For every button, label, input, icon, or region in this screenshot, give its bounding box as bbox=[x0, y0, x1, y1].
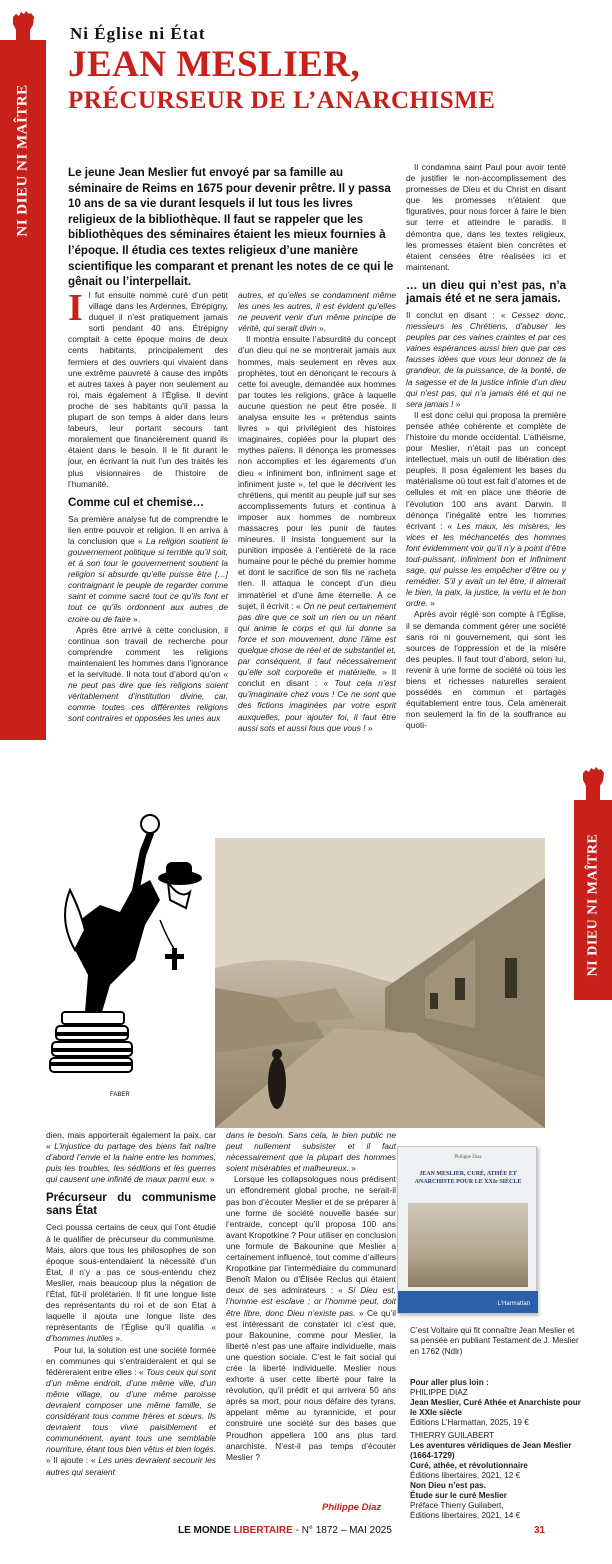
article-column-4 bbox=[46, 1130, 216, 1478]
subheading: … un dieu qui n’est pas, n’a jamais été et ne sera jamais. bbox=[406, 279, 566, 305]
book-title: Les aventures véridiques de Jean Meslier (1664-1729) bbox=[410, 1441, 572, 1460]
text: Sa première analyse fut de comprendre le lien entre pouvoir et religion. Il en arriva à la conclusion que « bbox=[68, 513, 228, 546]
article-column-2 bbox=[238, 290, 396, 734]
text: » bbox=[207, 1174, 215, 1185]
paragraph bbox=[238, 290, 396, 334]
paragraph: Après avoir réglé son compte à l’Église, il se demanda comment gérer une société sans roi ni gouvernement, qui sont les sources de l’oppression et de la misère des peuples. Il faut tout d’abord, selon lui, revenir à une forme de société où tous les biens et richesses naturelles seraient possédés en commun et partagés équitablement entre tous. Cela amènerait non seulement la fin de la souffrance au quoti- bbox=[406, 609, 566, 731]
paragraph bbox=[68, 625, 228, 725]
quote: On ne peut certainement pas dire que ce soit un rien ou un néant qui anime le corps et qui lui donne sa force et son mouvement, donc l’âme est quelque chose de réel et de substantiel et, par conséquent, il faut nécessairement qu’elle soit corporelle et matérielle. bbox=[238, 600, 396, 678]
author-signature: Philippe Diaz bbox=[322, 1502, 382, 1513]
publisher-info: Éditions libertaires, 2021, 12 € bbox=[410, 1471, 521, 1480]
article-column-1 bbox=[68, 287, 229, 724]
drop-cap: I bbox=[68, 287, 83, 329]
cartoon-illustration bbox=[40, 800, 210, 1112]
text: Il conclut en disant : « bbox=[406, 309, 512, 320]
quote: Cessez donc, messieurs les Chrétiens, d’abuser les peuples par ces vaines craintes et par ces vaines espérances aussi bien que par ces fausses idées que vous leur donnez de la grandeur, de la puissance, de la bonté, de la sagesse et de la justice infinie d’un dieu qui n’est pas, qui n’a jamais été et qui ne sera jamais ! bbox=[406, 309, 566, 409]
text: » bbox=[365, 722, 373, 733]
text: Il montra ensuite l’absurdité du concept d’un dieu qui ne se montrerait jamais aux hommes, mais seulement en rêves aux prophètes, tout en dénonçant le recours à cette foi aveugle, demandée aux hommes par toutes les religions, grâce à laquelle aucune question ne peut être posée. Il analysa ensuite les « prétendus saints livres » qui privilégient des histoires imaginaires, copiées pour la plupart des mythes païens. Il dénonça les promesses non accomplies et les égarements d’un dieu « infiniment bon, infiniment sage et infiniment juste », tel que le décrivent les chrétiens, qui mentit au peuple juif sur ses accomplissements futurs et continua à imposer aux hommes de nombreux massacres pour les punir de fautes mineures. Il insista longuement sur la punition imposée à l’entièreté de la race humaine pour le péché du premier homme et dont le sacrifice de son fils ne racheta rien. Il attaqua le concept d’un dieu immatériel et d’une âme éternelle. À ce sujet, il écrivit : « bbox=[238, 334, 396, 611]
further-reading-heading: Pour aller plus loin : bbox=[410, 1378, 489, 1387]
quote: La religion soutient le gouvernement politique si terrible qu’il soit, et à son tour le gouvernement soutient la religion si absurde qu’elle puisse être […] contraignant le peuple de regarder comme saint et comme sacré tout ce qu’ils font et tout ce qu’ils ordonnent aux autres de croire ou de faire bbox=[68, 535, 229, 624]
paragraph bbox=[68, 287, 228, 490]
paragraph bbox=[238, 334, 396, 733]
text: » bbox=[348, 1163, 356, 1174]
side-band-right-label-container bbox=[574, 820, 612, 990]
subheading: Comme cul et chemise… bbox=[68, 496, 205, 509]
publication-name-part: LE MONDE bbox=[178, 1525, 234, 1536]
publication-name-accent: LIBERTAIRE bbox=[233, 1525, 293, 1536]
quote: Tout cela n’est qu’imaginaire chez vous ! Ce ne sont que des fictions imaginées par votre esprit auxquelles, pour ajouter foi, il faut être aussi sots et aussi fous que vous ! bbox=[238, 678, 396, 733]
quote: Les maux, les misères, les vices et les méchancetés des hommes font évidemment voir qu’il n’y a point d’être tout-puissant, infiniment bon et infiniment sage, qui puisse les empêcher d’être ou y remédier. S’il y avait un tel être, il aimerait le bien, la paix, la justice, la vertu et le bon ordre. bbox=[406, 520, 566, 609]
text: Il est donc celui qui proposa la première pensée athée cohérente et complète de l’histoire du monde occidental. L’athéisme, pour Meslier, n’était pas un concept intellectuel, mais un outil de libération des peuples. Il posa également les bases du matérialisme où tout est fait d’atomes et de cellules et mit en place une théorie de l’évolution 100 ans avant Darwin. Il dénonça l’inégalité entre les hommes écrivant : « bbox=[406, 409, 566, 531]
text: » bbox=[453, 398, 461, 409]
text: ». bbox=[316, 323, 326, 334]
article-column-5 bbox=[226, 1130, 396, 1463]
side-band-label-container bbox=[0, 60, 46, 260]
paragraph bbox=[406, 310, 566, 410]
quote: d’hommes inutiles bbox=[46, 1333, 114, 1344]
text: l fut ensuite nommé curé d’un petit village dans les Ardennes, Étrépigny, duquel il n’est pratiquement jamais sorti pendant 40 ans. Étrépigny comptait à cette époque moins de deux cents habitants, principalement des fermiers et des ouvriers qui vivaient dans une extrême pauvreté à cause des impôts et autres taxes à payer non seulement au roi, mais également à l’Église. Il devint proche de ses habitants qu’il passa la plupart de son temps à aider dans leurs labeurs, leur portant secours tant moralement que financièrement quand ils étaient dans le besoin. Il le fit durant le jour, en écrivant la nuit l’un des traités les plus visionnaires de l’histoire de l’humanité. bbox=[68, 290, 228, 489]
cartoon-signature: FABER bbox=[110, 1092, 130, 1098]
page-footer bbox=[0, 1523, 612, 1541]
paragraph bbox=[46, 1345, 216, 1478]
text: Lorsque les collapsologues nous prédisent un effondrement global proche, ne serait-il pas bon d’écouter Meslier et de se préparer à une forme de société nouvelle basée sur l’entraide, concept qu’il proposa 100 ans avant Kropotkine ? Pour utiliser en conclusion une formule de Bakounine que Meslier a certainement influencé, tout comme d’ailleurs Kropotkine par l’intermédiaire du communard Benoît Malon ou d’Élisée Reclus qui étaient deux de ses admirateurs : « bbox=[226, 1174, 396, 1296]
paragraph bbox=[68, 514, 228, 625]
village-street-photo bbox=[215, 838, 545, 1128]
paragraph bbox=[226, 1130, 396, 1174]
page-number: 31 bbox=[534, 1525, 546, 1536]
text: ». bbox=[113, 1333, 123, 1344]
paragraph bbox=[46, 1222, 216, 1344]
text: » Il conclut en disant : « bbox=[238, 667, 396, 689]
text: » bbox=[427, 598, 435, 609]
text: dien, mais apporterait également la paix, car « bbox=[46, 1130, 216, 1152]
publication-name bbox=[178, 1525, 392, 1536]
side-band-right-label: NI DIEU NI MAÎTRE bbox=[585, 833, 600, 977]
text: Après être arrivé à cette conclusion, il continua son travail de recherche pour comprendre comment les religions maintenaient les hommes dans l’ignorance et la servitude. Il nota tout d’abord qu’on « bbox=[68, 624, 228, 679]
text: » Il ajoute : « bbox=[46, 1455, 99, 1466]
side-band-label: NI DIEU NI MAÎTRE bbox=[14, 83, 31, 237]
book-title: JEAN MESLIER, CURÉ, ATHÉE ET ANARCHISTE POUR LE XXIe SIÈCLE bbox=[414, 1171, 522, 1185]
raised-fist-icon bbox=[8, 8, 38, 44]
book-cover-image bbox=[408, 1203, 528, 1287]
page-title: JEAN MESLIER, bbox=[68, 44, 361, 85]
paragraph: Il condamna saint Paul pour avoir tenté de justifier le non-accomplissement des promesses de Dieu et du Christ en disant que les promesses n’étaient que figuratives, pour nous forcer à faire le bien sur terre et atteindre le paradis. Il démontra que, dans les textes religieux, les promesses étaient bien concrètes et étaient censées être réalisées ici et maintenant. bbox=[406, 162, 566, 272]
issue-info: - N° 1872 – MAI 2025 bbox=[292, 1525, 392, 1536]
quote: dans le besoin. Sans cela, le bien public ne peut nullement subsister et il faut nécessairement que la plupart des hommes soient misérables et malheureux. bbox=[226, 1130, 396, 1174]
quote: L’injustice du partage des biens fait naître d’abord l’envie et la haine entre les hommes, puis les troubles, les séditions et les guerres qui causent une infinité de maux parmi eux. bbox=[46, 1141, 216, 1185]
quote: autres, et qu’elles se condamnent même les unes les autres, il est évident qu’elles ne peuvent venir d’un même principe de vérité, qui serait divin bbox=[238, 290, 396, 334]
further-reading bbox=[410, 1378, 585, 1521]
book-title: Non Dieu n’est pas. bbox=[410, 1481, 486, 1490]
raised-fist-icon-right bbox=[578, 764, 608, 800]
quote: Les unes devraient secourir les autres qui seraient bbox=[46, 1455, 216, 1477]
text: » Ce qu’il est intéressant de constater ici c’est que, pour Bakounine, comme pour Meslier, la liberté n’est pas une affaire individuelle, mais une question sociale. C’est le fait social qui crée la liberté individuelle. Meslier nous exhorte à user cette liberté pour faire la révolution, qu’il prédit et qui arrivera 50 ans après sa mort, pour nous défaire des tyrans, appelant même au tyrannicide, et pour construire une société sur des bases que Proudhon appellera 100 ans plus tard anarchiste. N’est-il pas temps d’écouter Meslier ? bbox=[226, 1307, 396, 1462]
book-title: Jean Meslier, Curé Athée et Anarchiste pour le XXIe siècle bbox=[410, 1398, 581, 1417]
book-subtitle: Curé, athée, et révolutionnaire bbox=[410, 1461, 528, 1470]
book-publisher: L’Harmattan bbox=[497, 1301, 530, 1307]
text: ». bbox=[130, 613, 141, 624]
image-caption: C’est Voltaire qui fit connaître Jean Meslier et sa pensée en publiant Testament de J. Meslier en 1762 (Ndlr) bbox=[410, 1326, 579, 1356]
paragraph bbox=[226, 1174, 396, 1462]
book-cover-footer bbox=[398, 1291, 538, 1313]
quote: Tous ceux qui sont d’un même endroit, d’une même ville, d’un même village, ou d’une même paroisse devraient composer une même famille, se considérant tous comme frères et sœurs. Ils devraient tous vivre paisiblement et communément, ayant tous une semblable nourriture, étant tous bien vêtus et bien logés. bbox=[46, 1366, 216, 1455]
book-author: Philippe Diaz bbox=[454, 1155, 482, 1160]
quote: ne peut pas dire que les religions soient véritablement d’institution divine, car, comme toutes ces différentes religions sont contraires et opposées les unes aux bbox=[68, 680, 228, 724]
author-name: PHILIPPE DIAZ bbox=[410, 1388, 468, 1397]
paragraph bbox=[406, 410, 566, 610]
text: Ceci poussa certains de ceux qui l’ont étudié à le qualifier de précurseur du communisme. Mais, alors que tous les philosophes de son époque sous-entendaient la nécessité d’un État, il n’y a pas ce sous-entendu chez Meslier, mais beaucoup plus la négation de l’État, fût-il prolétarien. Il fit une longue liste des représentants du roi et de son État à laquelle il ajouta une longue liste des représentants de l’Église qu’il qualifia « bbox=[46, 1222, 216, 1333]
publisher-info: Éditions libertaires, 2021, 14 € bbox=[410, 1511, 521, 1520]
kicker: Ni Église ni État bbox=[70, 24, 206, 43]
quote: Si Dieu est, l’homme est esclave ; or l’homme peut, doit être libre, donc Dieu n’existe pas. bbox=[226, 1285, 396, 1318]
author-name: THIERRY GUILABERT bbox=[410, 1431, 495, 1440]
page-subtitle: PRÉCURSEUR DE L’ANARCHISME bbox=[68, 87, 496, 114]
publisher-info: Éditions L’Harmattan, 2025, 19 € bbox=[410, 1418, 529, 1427]
article-column-3 bbox=[406, 162, 566, 732]
lead-paragraph: Le jeune Jean Meslier fut envoyé par sa famille au séminaire de Reims en 1675 pour devenir prêtre. Il y passa 10 ans de sa vie durant lesquels il lut tous les livres religieux de la bibliothèque. Il faut se rappeler que les bibliothèques des séminaires étaient les mieux fournies à l’époque. Il étudia ces textes religieux d’une manière scientifique les comparant et prenant les notes de ce qui le gênait ou l’interpellait. bbox=[68, 166, 394, 289]
preface-info: Préface Thierry Guilabert, bbox=[410, 1501, 504, 1510]
text: Pour lui, la solution est une société formée en communes qui s’entraideraient et qui se fédéreraient entre elles : « bbox=[46, 1344, 216, 1377]
paragraph bbox=[46, 1130, 216, 1185]
subheading: Précurseur du communisme sans État bbox=[46, 1192, 216, 1218]
book-cover bbox=[397, 1146, 537, 1314]
book-subtitle: Étude sur le curé Meslier bbox=[410, 1491, 507, 1500]
